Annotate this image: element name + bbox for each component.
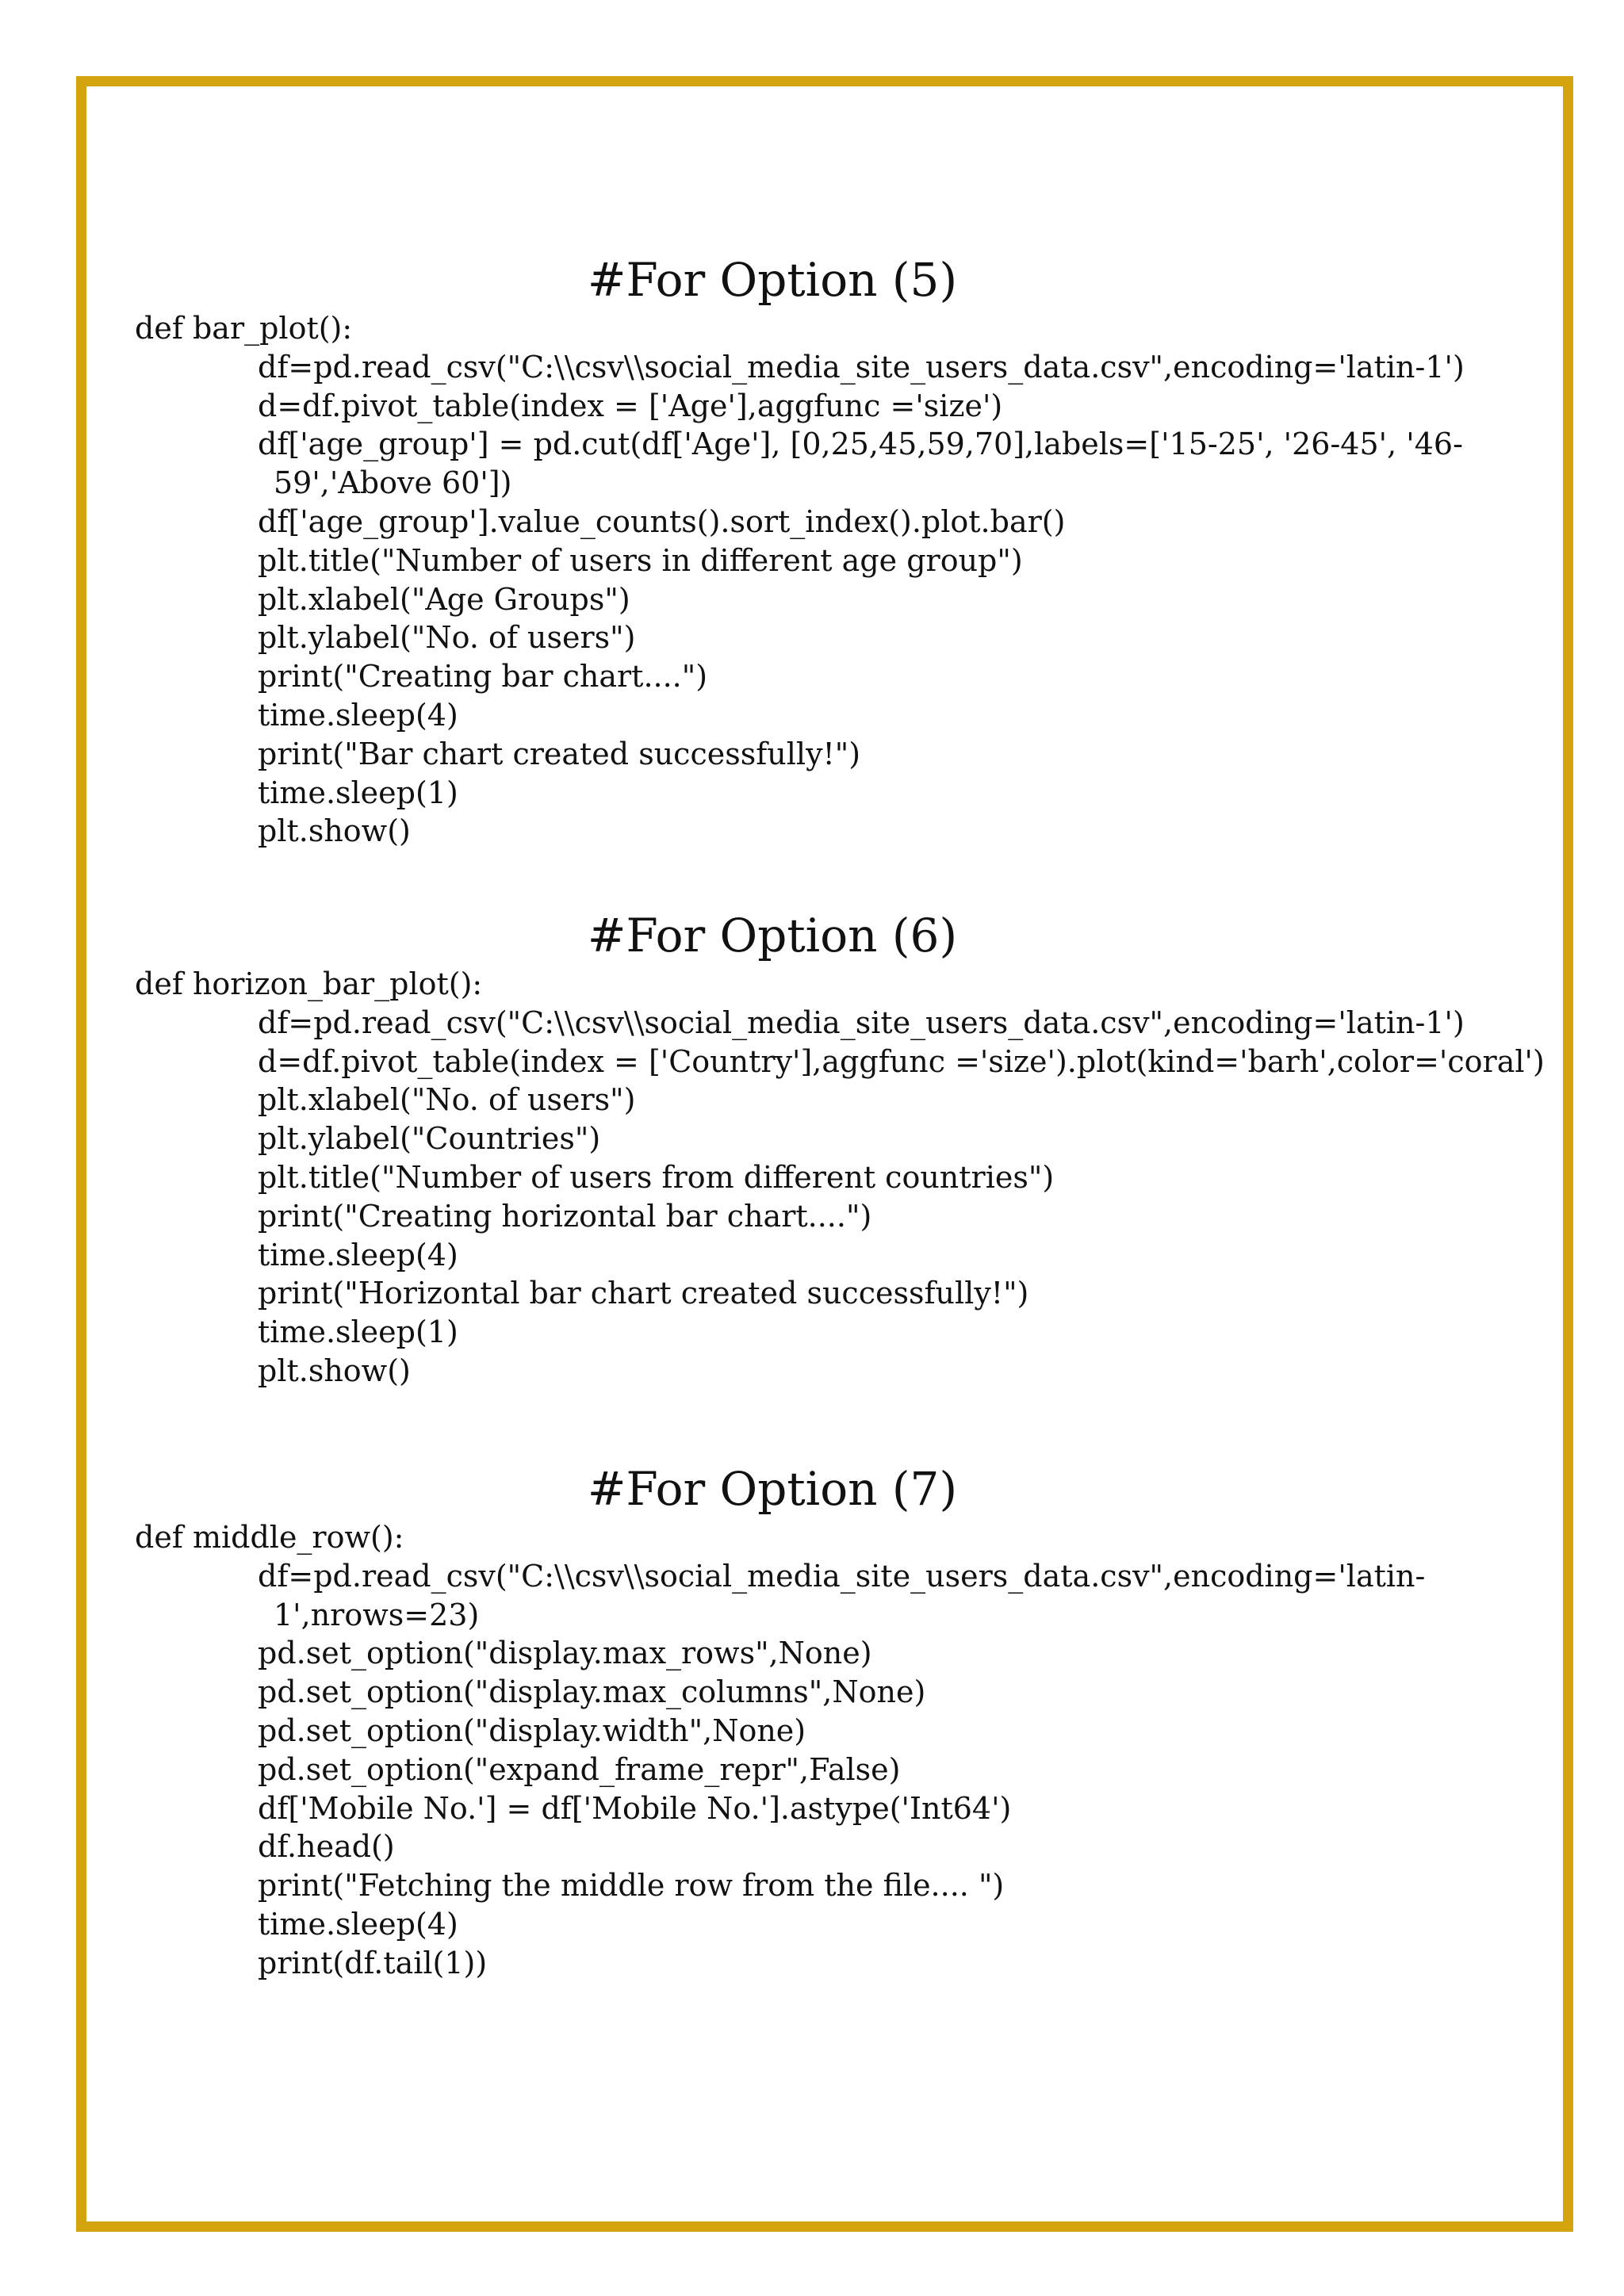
code-line: df['Mobile No.'] = df['Mobile No.'].astype('Int64') (258, 1790, 1012, 1826)
code-line: pd.set_option("expand_frame_repr",False) (258, 1751, 901, 1787)
code-block (135, 1004, 1545, 1391)
code-line: plt.title("Number of users from different countries") (258, 1159, 1055, 1195)
code-line: print("Creating horizontal bar chart....") (258, 1198, 872, 1234)
code-line: time.sleep(1) (258, 1314, 458, 1350)
code-line: pd.set_option("display.max_rows",None) (258, 1636, 872, 1671)
code-line: d=df.pivot_table(index = ['Country'],aggfunc ='size').plot(kind='barh',color='coral') (258, 1043, 1545, 1079)
code-block (135, 1557, 1505, 1983)
code-line: df=pd.read_csv("C:\\csv\\social_media_site_users_data.csv",encoding='latin-1') (258, 1004, 1465, 1040)
code-line: df=pd.read_csv("C:\\csv\\social_media_site_users_data.csv",encoding='latin- (258, 1558, 1426, 1594)
code-line: time.sleep(4) (258, 1906, 458, 1942)
code-line: plt.xlabel("Age Groups") (258, 581, 630, 617)
code-line: 59','Above 60']) (274, 465, 512, 501)
code-line: d=df.pivot_table(index = ['Age'],aggfunc ='size') (258, 388, 1003, 423)
section-heading: #For Option (5) (587, 253, 958, 307)
code-line: df['age_group'] = pd.cut(df['Age'], [0,25,45,59,70],labels=['15-25', '26-45', '46- (258, 427, 1463, 462)
code-line: print(df.tail(1)) (258, 1945, 488, 1980)
code-line: time.sleep(4) (258, 1237, 458, 1272)
code-line: plt.show() (258, 813, 411, 849)
section-heading: #For Option (6) (587, 909, 958, 962)
section-option-6 (135, 908, 1545, 1391)
section-option-7 (135, 1461, 1505, 1983)
section-heading: #For Option (7) (587, 1462, 958, 1516)
code-line: pd.set_option("display.max_columns",None) (258, 1674, 926, 1710)
code-line: df['age_group'].value_counts().sort_index().plot.bar() (258, 503, 1066, 539)
code-line: print("Creating bar chart....") (258, 659, 708, 695)
code-line: pd.set_option("display.width",None) (258, 1712, 806, 1748)
function-definition: def bar_plot(): (135, 311, 353, 346)
code-line: plt.title("Number of users in different age group") (258, 542, 1023, 578)
code-line: df=pd.read_csv("C:\\csv\\social_media_site_users_data.csv",encoding='latin-1') (258, 349, 1465, 385)
code-line: plt.ylabel("No. of users") (258, 620, 636, 656)
code-line: plt.xlabel("No. of users") (258, 1082, 636, 1118)
code-line: time.sleep(1) (258, 775, 458, 810)
code-block (135, 348, 1505, 851)
section-option-5 (135, 252, 1505, 851)
code-line: print("Fetching the middle row from the file.... ") (258, 1868, 1005, 1904)
code-line: 1',nrows=23) (274, 1597, 480, 1632)
code-line: time.sleep(4) (258, 697, 458, 733)
code-line: df.head() (258, 1829, 395, 1865)
function-definition: def middle_row(): (135, 1520, 404, 1555)
code-line: plt.ylabel("Countries") (258, 1121, 601, 1157)
code-line: print("Horizontal bar chart created successfully!") (258, 1276, 1029, 1311)
code-line: plt.show() (258, 1353, 411, 1388)
function-definition: def horizon_bar_plot(): (135, 966, 483, 1001)
code-line: print("Bar chart created successfully!") (258, 736, 861, 771)
